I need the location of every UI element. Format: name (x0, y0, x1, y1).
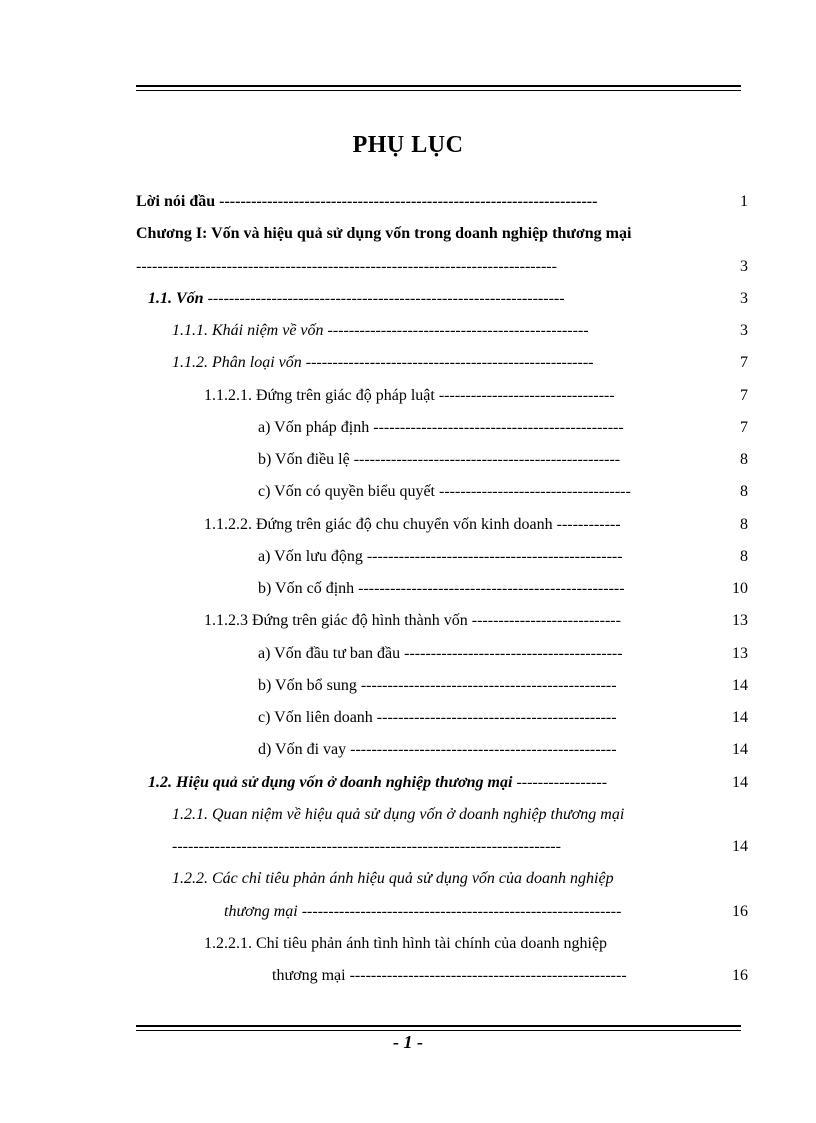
toc-entry: 1.1.2.1. Đứng trên giác độ pháp luật --------------------------------- (204, 387, 615, 404)
toc-page-number: 10 (732, 580, 748, 597)
toc-page-number: 14 (732, 709, 748, 726)
toc-entry: b) Vốn điều lệ -------------------------------------------------- (258, 451, 621, 468)
toc-page-number: 3 (740, 322, 748, 339)
toc-page-number: 3 (740, 290, 748, 307)
toc-page-number: 14 (732, 677, 748, 694)
toc-entry: b) Vốn bổ sung ------------------------------------------------ (258, 677, 617, 694)
toc-page-number: 7 (740, 387, 748, 404)
toc-entry: Lời nói đầu ----------------------------------------------------------------------- (136, 193, 598, 210)
page-title: PHỤ LỤC (352, 132, 464, 158)
toc-entry: b) Vốn cố định -------------------------------------------------- (258, 580, 625, 597)
toc-page-number: 7 (740, 419, 748, 436)
toc-page-number: 7 (740, 354, 748, 371)
toc-entry: 1.1. Vốn ------------------------------------------------------------------- (148, 290, 565, 307)
toc-entry: 1.1.2.3 Đứng trên giác độ hình thành vốn ---------------------------- (204, 612, 621, 629)
toc-entry: d) Vốn đi vay -------------------------------------------------- (258, 741, 617, 758)
toc-page-number: 14 (732, 774, 748, 791)
toc-page-number: 8 (740, 483, 748, 500)
toc-page-number: 3 (740, 258, 748, 275)
toc-entry: 1.1.1. Khái niệm về vốn ------------------------------------------------- (172, 322, 589, 339)
toc-page-number: 8 (740, 516, 748, 533)
toc-page-number: 14 (732, 741, 748, 758)
toc-entry: 1.2.1. Quan niệm về hiệu quả sử dụng vốn ở doanh nghiệp thương mại (172, 806, 625, 823)
page-number: - 1 - (393, 1032, 423, 1052)
toc-page-number: 16 (732, 967, 748, 984)
toc-entry: a) Vốn pháp định ----------------------------------------------- (258, 419, 624, 436)
toc-page-number: 13 (732, 645, 748, 662)
toc-entry: c) Vốn liên doanh --------------------------------------------- (258, 709, 617, 726)
footer-rule (136, 1025, 741, 1031)
toc-entry: c) Vốn có quyền biểu quyết ------------------------------------ (258, 483, 631, 500)
toc-page-number: 13 (732, 612, 748, 629)
toc-page-number: 1 (740, 193, 748, 210)
toc-page-number: 8 (740, 451, 748, 468)
toc-entry: thương mại ---------------------------------------------------- (272, 967, 627, 984)
toc-entry: ------------------------------------------------------------------------- (172, 838, 561, 855)
toc-page-number: 8 (740, 548, 748, 565)
toc-entry: Chương I: Vốn và hiệu quả sử dụng vốn trong doanh nghiệp thương mại (136, 225, 632, 242)
toc-entry: a) Vốn đầu tư ban đầu ----------------------------------------- (258, 645, 623, 662)
toc-entry: 1.1.2.2. Đứng trên giác độ chu chuyển vốn kinh doanh ------------ (204, 516, 621, 533)
toc-entry: 1.2.2.1. Chỉ tiêu phản ánh tình hình tài chính của doanh nghiệp (204, 935, 608, 952)
toc-page-number: 14 (732, 838, 748, 855)
toc-entry: ------------------------------------------------------------------------------- (136, 258, 557, 275)
toc-page-number: 16 (732, 903, 748, 920)
toc-entry: 1.2. Hiệu quả sử dụng vốn ở doanh nghiệp thương mại ----------------- (148, 774, 608, 791)
toc-entry: 1.2.2. Các chỉ tiêu phản ánh hiệu quả sử dụng vốn của doanh nghiệp (172, 870, 614, 887)
toc-entry: a) Vốn lưu động ------------------------------------------------ (258, 548, 623, 565)
toc-entry: thương mại ------------------------------------------------------------ (224, 903, 622, 920)
toc-entry: 1.1.2. Phân loại vốn ------------------------------------------------------ (172, 354, 594, 371)
